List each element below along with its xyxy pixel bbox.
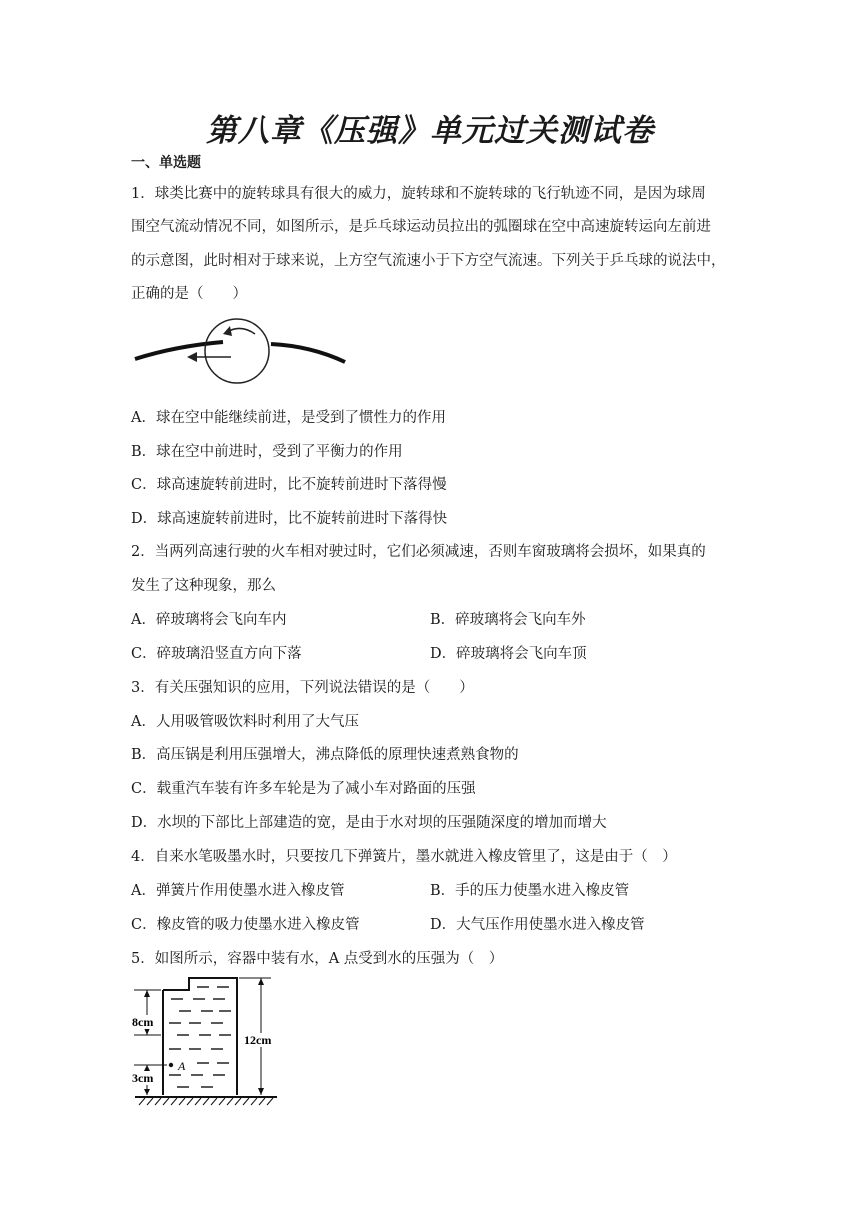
q1-option-d: D．球高速旋转前进时，比不旋转前进时下落得快	[131, 511, 448, 527]
q1-option-b: B．球在空中前进时，受到了平衡力的作用	[131, 444, 403, 460]
q1-line-3: 的示意图，此时相对于球来说，上方空气流速小于下方空气流速。下列关于乒乓球的说法中，	[131, 253, 726, 269]
page-title: 第八章《压强》单元过关测试卷	[206, 113, 654, 149]
q5-line-1: 5．如图所示，容器中装有水，A 点受到水的压强为（ ）	[131, 951, 504, 967]
q1-line-2: 围空气流动情况不同，如图所示，是乒乓球运动员拉出的弧圈球在空中高速旋转运向左前进	[131, 219, 711, 235]
q4-option-b: B．手的压力使墨水进入橡皮管	[430, 883, 630, 899]
q3-option-c: C．载重汽车装有许多车轮是为了减小车对路面的压强	[131, 781, 476, 797]
q2-option-a: A．碎玻璃将会飞向车内	[131, 612, 287, 628]
q1-option-a: A．球在空中能继续前进，是受到了惯性力的作用	[131, 410, 446, 426]
depth-8cm-label: 8cm	[132, 1015, 154, 1029]
depth-3cm-label: 3cm	[132, 1071, 154, 1085]
q2-line-2: 发生了这种现象，那么	[131, 578, 276, 594]
q1-line-4: 正确的是（ ）	[131, 286, 247, 302]
q3-option-d: D．水坝的下部比上部建造的宽，是由于水对坝的压强随深度的增加而增大	[131, 815, 607, 831]
q4-option-d: D．大气压作用使墨水进入橡皮管	[430, 917, 645, 933]
q3-line-1: 3．有关压强知识的应用，下列说法错误的是（ ）	[131, 680, 474, 696]
q2-option-b: B．碎玻璃将会飞向车外	[430, 612, 586, 628]
q1-line-1: 1．球类比赛中的旋转球具有很大的威力，旋转球和不旋转球的飞行轨迹不同，是因为球周	[131, 186, 706, 202]
q1-option-c: C．球高速旋转前进时，比不旋转前进时下落得慢	[131, 477, 447, 493]
q2-line-1: 2．当两列高速行驶的火车相对驶过时，它们必须减速，否则车窗玻璃将会损坏，如果真的	[131, 544, 706, 560]
q3-option-b: B．高压锅是利用压强增大，沸点降低的原理快速煮熟食物的	[131, 747, 519, 763]
q4-line-1: 4．自来水笔吸墨水时，只要按几下弹簧片，墨水就进入橡皮管里了，这是由于（ ）	[131, 849, 677, 865]
q4-option-c: C．橡皮管的吸力使墨水进入橡皮管	[131, 917, 360, 933]
q4-option-a: A．弹簧片作用使墨水进入橡皮管	[131, 883, 345, 899]
q2-option-d: D．碎玻璃将会飞向车顶	[430, 646, 587, 662]
section-heading: 一、单选题	[131, 155, 201, 171]
spinning-ball-figure	[131, 312, 351, 392]
point-a-label: A	[178, 1059, 186, 1073]
height-12cm-label: 12cm	[244, 1033, 272, 1047]
water-container-figure	[131, 975, 291, 1110]
q2-option-c: C．碎玻璃沿竖直方向下落	[131, 646, 302, 662]
q3-option-a: A．人用吸管吸饮料时利用了大气压	[131, 714, 359, 730]
